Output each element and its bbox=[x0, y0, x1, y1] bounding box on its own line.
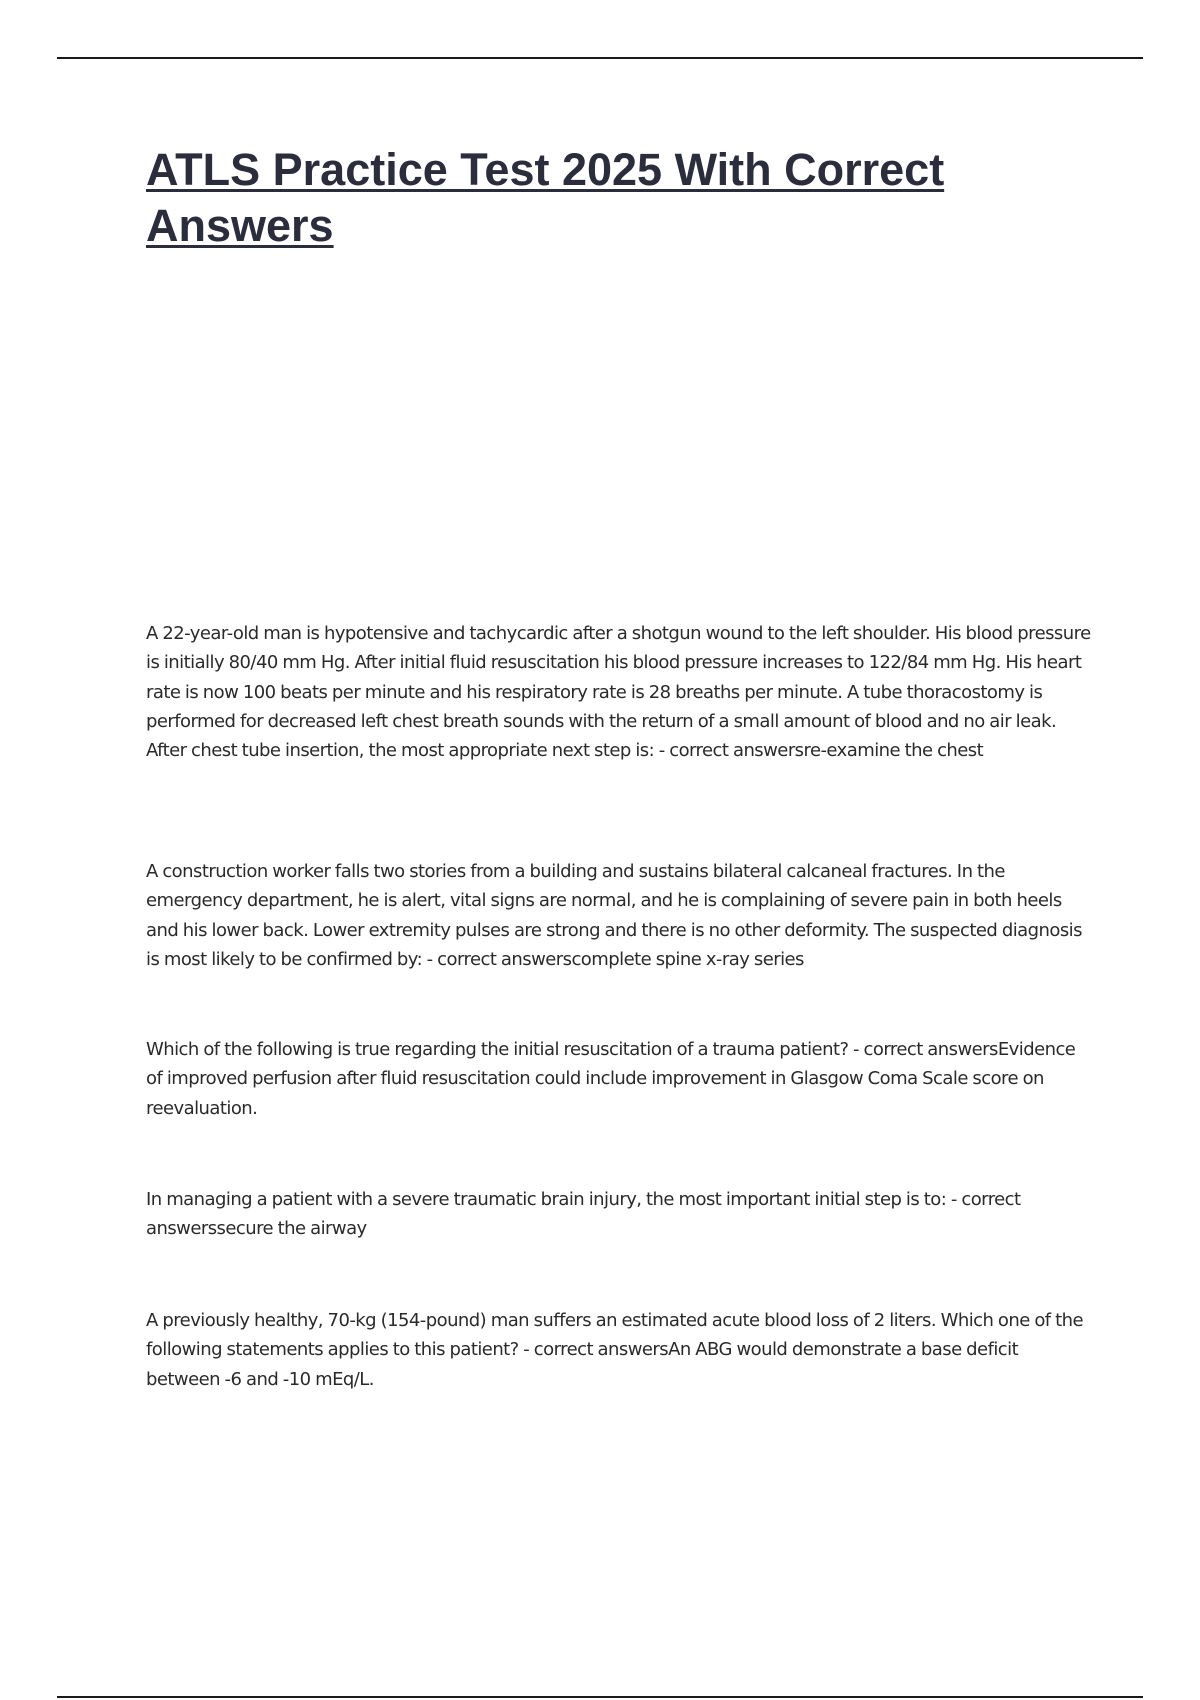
document-title: ATLS Practice Test 2025 With Correct Answers bbox=[146, 144, 945, 251]
question-answer-4: In managing a patient with a severe traumatic brain injury, the most important initial step is to: - correct answerssecure the airway bbox=[146, 1189, 1021, 1240]
question-answer-3: Which of the following is true regarding the initial resuscitation of a trauma patient? - correct answersEvidence of improved perfusion after fluid resuscitation could include improvement in Glasgow Coma Scale score on reevaluation. bbox=[146, 1039, 1076, 1119]
bottom-rule bbox=[57, 1696, 1143, 1698]
question-answer-5: A previously healthy, 70-kg (154-pound) man suffers an estimated acute blood loss of 2 liters. Which one of the following statements applies to this patient? - correct answersAn ABG would demonstrate a base deficit between -6 and -10 mEq/L. bbox=[146, 1310, 1084, 1390]
question-answer-1: A 22-year-old man is hypotensive and tachycardic after a shotgun wound to the left shoulder. His blood pressure is initially 80/40 mm Hg. After initial fluid resuscitation his blood pressure increases to 122/84 mm Hg. His heart rate is now 100 beats per minute and his respiratory rate is 28 breaths per minute. A tube thoracostomy is performed for decreased left chest breath sounds with the return of a small amount of blood and no air leak. After chest tube insertion, the most appropriate next step is: - correct answersre-examine the chest bbox=[146, 623, 1091, 762]
question-answer-2: A construction worker falls two stories from a building and sustains bilateral calcaneal fractures. In the emergency department, he is alert, vital signs are normal, and he is complaining of severe pain in both heels and his lower back. Lower extremity pulses are strong and there is no other deformity. The suspected diagnosis is most likely to be confirmed by: - correct answerscomplete spine x-ray series bbox=[146, 861, 1082, 970]
top-rule bbox=[57, 57, 1143, 59]
